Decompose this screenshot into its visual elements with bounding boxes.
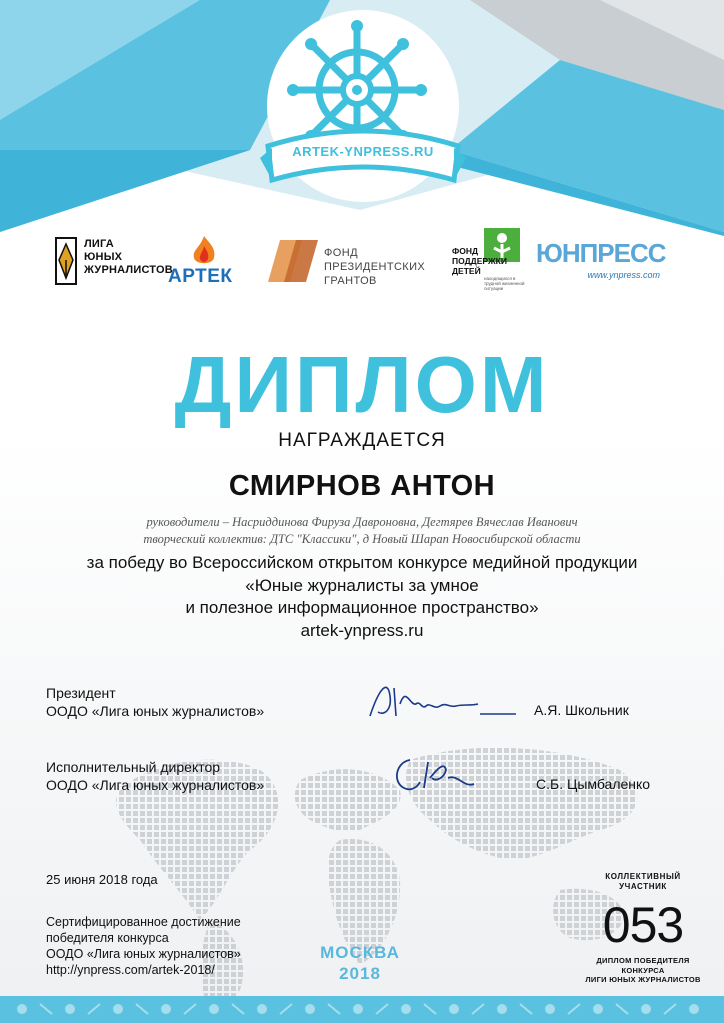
- signatory-1-name: А.Я. Школьник: [534, 702, 629, 718]
- certification-note: [46, 914, 241, 978]
- diploma-title: ДИПЛОМ: [174, 340, 550, 429]
- signatory-1-title: Президент: [46, 685, 116, 701]
- logo-lyj-line2: ЮНЫХ: [84, 251, 123, 263]
- leaders-line-2: творческий коллектив: ДТС "Классики", д Новый Шарап Новосибирской области: [143, 532, 581, 546]
- logo-fpd-subtitle: находящихся в трудной жизненной ситуации: [484, 276, 525, 291]
- recipient-name: СМИРНОВ АНТОН: [228, 470, 496, 502]
- cert-line-2: победителя конкурса: [46, 931, 169, 945]
- logo-fond-prezidentskih-grantov: [262, 236, 442, 290]
- logo-liga-yunyh-zhurnalistov: [54, 236, 173, 288]
- signatory-2-role: [46, 758, 264, 794]
- cert-line-3: ООДО «Лига юных журналистов»: [46, 947, 241, 961]
- signatory-2-name: С.Б. Цымбаленко: [536, 776, 651, 792]
- contest-line-2: «Юные журналисты за умное: [245, 575, 479, 595]
- collective-line-2: УЧАСТНИК: [619, 882, 667, 891]
- year: 2018: [339, 964, 381, 983]
- flame-icon: [184, 234, 224, 268]
- cert-url: http://ynpress.com/artek-2018/: [46, 963, 215, 977]
- logo-fpg-line1: ФОНД: [324, 247, 358, 259]
- emblem-ribbon-text: ARTEK-YNPRESS.RU: [292, 144, 434, 159]
- logo-lyj-line1: ЛИГА: [84, 238, 114, 250]
- collective-line-1: КОЛЛЕКТИВНЫЙ: [605, 872, 681, 881]
- leaders-info: [40, 514, 684, 548]
- winner-line-1: ДИПЛОМ ПОБЕДИТЕЛЯ: [596, 956, 690, 965]
- logo-fpg-line2: ПРЕЗИДЕНТСКИХ: [324, 261, 426, 273]
- awarded-label: НАГРАЖДАЕТСЯ: [278, 430, 446, 451]
- signatory-2-organization: ООДО «Лига юных журналистов»: [46, 777, 265, 793]
- contest-line-3: и полезное информационное пространство»: [185, 598, 539, 617]
- logo-fpd-line2: ПОДДЕРЖКИ: [452, 256, 507, 266]
- ship-wheel-emblem: [258, 8, 468, 204]
- logo-artek-text: АРТЕК: [168, 266, 233, 287]
- logo-artek: [166, 234, 244, 290]
- logo-ynpress: [536, 238, 670, 288]
- logo-fpd-line1: ФОНД: [452, 246, 479, 256]
- contest-url: artek-ynpress.ru: [300, 620, 424, 640]
- signatory-1-organization: ООДО «Лига юных журналистов»: [46, 703, 265, 719]
- cert-line-1: Сертифицированное достижение: [46, 915, 241, 929]
- winner-line-3: ЛИГИ ЮНЫХ ЖУРНАЛИСТОВ: [585, 975, 701, 984]
- logo-ynpress-url: www.ynpress.com: [587, 270, 660, 280]
- issue-date: 25 июня 2018 года: [46, 872, 158, 887]
- signatory-1-role: [46, 684, 264, 720]
- logo-fpg-line3: ГРАНТОВ: [324, 275, 377, 287]
- signatory-2-title: Исполнительный директор: [46, 759, 221, 775]
- signature-1-handwriting: [360, 676, 520, 726]
- city-name: МОСКВА: [320, 943, 400, 962]
- logo-lyj-line3: ЖУРНАЛИСТОВ: [84, 264, 173, 276]
- contest-line-1: за победу во Всероссийском открытом конкурсе медийной продукции: [86, 553, 638, 572]
- grant-fund-mark-icon: [262, 236, 320, 286]
- contest-description: [20, 552, 704, 642]
- pen-nib-icon: [54, 236, 78, 286]
- winner-line-2: КОНКУРСА: [621, 965, 665, 975]
- city-year: [300, 942, 420, 984]
- leaders-line-1: руководители – Насриддинова Фируза Давроновна, Дегтярев Вячеслав Иванович: [146, 515, 578, 529]
- winner-label: [576, 956, 710, 985]
- logo-fond-podderzhki-detey: [452, 228, 532, 298]
- bottom-decorative-bar: [0, 996, 724, 1023]
- logo-fpd-line3: ДЕТЕЙ: [452, 266, 481, 276]
- logo-ynpress-text: ЮНПРЕСС: [536, 238, 666, 268]
- diploma-number: 053: [602, 897, 684, 953]
- signature-2-handwriting: [388, 748, 488, 798]
- collective-participant-label: [588, 872, 698, 892]
